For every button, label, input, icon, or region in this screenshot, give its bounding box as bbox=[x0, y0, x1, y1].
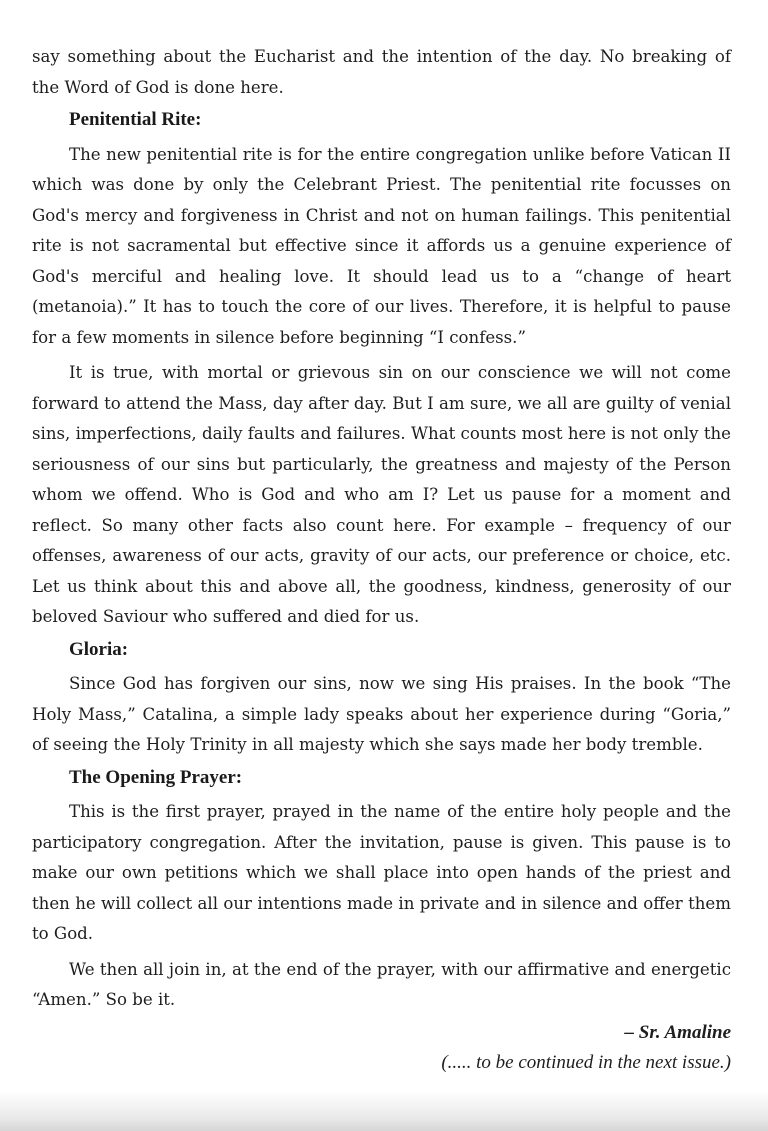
section-heading-gloria: Gloria: bbox=[69, 638, 129, 660]
author-signature: – Sr. Amaline bbox=[624, 1021, 731, 1043]
continued-note: (..... to be continued in the next issue.) bbox=[441, 1051, 731, 1073]
paragraph-gloria-1: Since God has forgiven our sins, now we sing His praises. In the book “The Holy Mass,” Catalina, a simple lady speaks about her experience during “Goria,” of seeing the Holy Trinity in all majesty which she says made her body tremble. bbox=[32, 674, 731, 754]
section-heading-penitential-rite: Penitential Rite: bbox=[69, 109, 202, 130]
page-bottom-shadow bbox=[0, 1091, 768, 1131]
paragraph-penitential-rite-2: It is true, with mortal or grievous sin on our conscience we will not come forward to attend the Mass, day after day. But I am sure, we all are guilty of venial sins, imperfections, daily faults and failures. What counts most here is not only the seriousness of our sins but particularly, the greatness and majesty of the Person whom we offend. Who is God and who am I? Let us pause for a moment and reflect. So many other facts also count here. For example – frequency of our offenses, awareness of our acts, gravity of our acts, our preference or choice, etc. Let us think about this and above all, the goodness, kindness, generosity of our beloved Saviour who suffered and died for us. bbox=[32, 363, 731, 626]
paragraph-penitential-rite-1: The new penitential rite is for the entire congregation unlike before Vatican II which was done by only the Celebrant Priest. The penitential rite focusses on God's mercy and forgiveness in Christ and not on human failings. This penitential rite is not sacramental but effective since it affords us a genuine experience of God's merciful and healing love. It should lead us to a “change of heart (metanoia).” It has to touch the core of our lives. Therefore, it is helpful to pause for a few moments in silence before beginning “I confess.” bbox=[32, 144, 731, 347]
paragraph-opening-prayer-2: We then all join in, at the end of the prayer, with our affirmative and energetic “Amen.” So be it. bbox=[32, 959, 731, 1009]
section-heading-opening-prayer: The Opening Prayer: bbox=[69, 766, 243, 788]
paragraph-opening-prayer-1: This is the first prayer, prayed in the name of the entire holy people and the participatory congregation. After the invitation, pause is given. This pause is to make our own petitions which we shall place into open hands of the priest and then he will collect all our intentions made in private and in silence and offer them to God. bbox=[32, 802, 731, 943]
article-page bbox=[32, 42, 731, 1078]
intro-paragraph: say something about the Eucharist and the intention of the day. No breaking of the Word of God is done here. bbox=[32, 47, 731, 97]
